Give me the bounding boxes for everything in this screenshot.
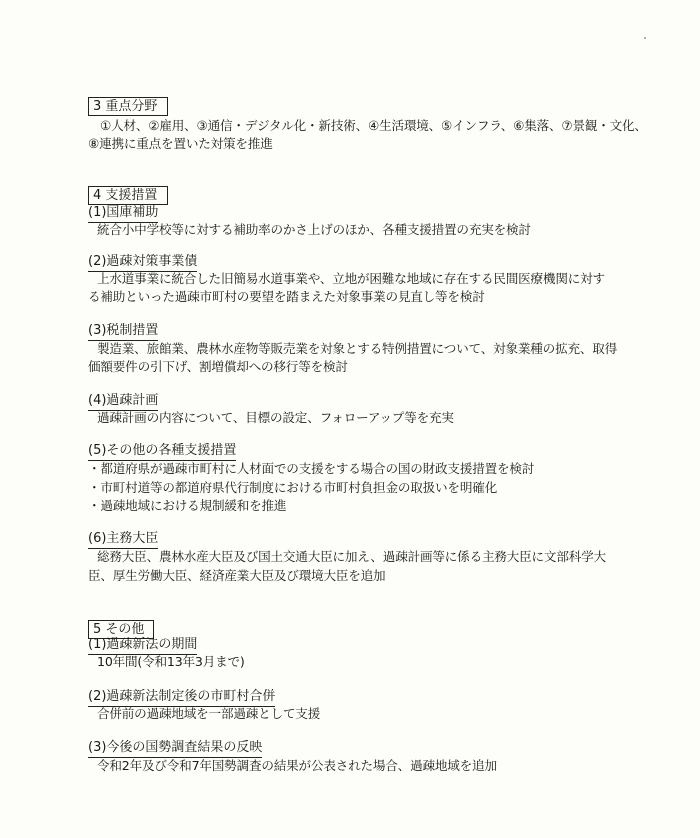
item-4-3-title: (3)税制措置 [88, 323, 158, 341]
item-4-6-line-2: 臣、厚生労働大臣、経済産業大臣及び環境大臣を追加 [88, 568, 386, 583]
item-4-2-line-1: 上水道事業に統合した旧簡易水道事業や、立地が困難な地域に存在する民間医療機関に対す [97, 271, 605, 286]
item-4-5-line-1: ・都道府県が過疎市町村に人材面での支援をする場合の国の財政支援措置を検討 [88, 461, 535, 476]
item-4-1-title: (1)国庫補助 [88, 205, 158, 223]
item-4-6-title: (6)主務大臣 [88, 531, 158, 549]
section-3-line-2: ⑧連携に重点を置いた対策を推進 [88, 136, 273, 151]
item-5-3-line-1: 令和2年及び令和7年国勢調査の結果が公表された場合、過疎地域を追加 [97, 758, 497, 773]
item-5-1-title: (1)過疎新法の期間 [88, 637, 197, 655]
item-4-6-line-1: 総務大臣、農林水産大臣及び国土交通大臣に加え、過疎計画等に係る主務大臣に文部科学大 [97, 549, 606, 564]
section-3-line-1: ①人材、②雇用、③通信・デジタル化・新技術、④生活環境、⑤インフラ、⑥集落、⑦景観・文化、 [100, 118, 647, 133]
section-4-heading: 4 支援措置 [88, 186, 168, 205]
item-4-5-line-2: ・市町村道等の都道府県代行制度における市町村負担金の取扱いを明確化 [88, 480, 497, 495]
item-5-1-line-1: 10年間(令和13年3月まで) [97, 654, 245, 669]
item-4-5-title: (5)その他の各種支援措置 [88, 443, 236, 461]
item-4-2-title: (2)過疎対策事業債 [88, 254, 197, 272]
item-4-2-line-2: る補助といった過疎市町村の要望を踏まえた対象事業の見直し等を検討 [88, 289, 485, 304]
item-5-2-title: (2)過疎新法制定後の市町村合併 [88, 689, 275, 707]
item-4-3-line-1: 製造業、旅館業、農林水産物等販売業を対象とする特例措置について、対象業種の拡充、取得 [97, 341, 618, 356]
item-5-2-line-1: 合併前の過疎地域を一部過疎として支援 [97, 706, 321, 721]
item-5-3-title: (3)今後の国勢調査結果の反映 [88, 740, 262, 758]
item-4-4-title: (4)過疎計画 [88, 393, 158, 411]
item-4-3-line-2: 価額要件の引下げ、割増償却への移行等を検討 [88, 359, 348, 374]
item-4-5-line-3: ・過疎地域における規制緩和を推進 [88, 498, 287, 513]
item-4-4-line-1: 過疎計画の内容について、目標の設定、フォローアップ等を充実 [97, 410, 454, 425]
scan-speck [644, 37, 646, 39]
section-5-heading: 5 その他 [88, 620, 154, 639]
section-3-heading: 3 重点分野 [88, 97, 168, 116]
item-4-1-line-1: 統合小中学校等に対する補助率のかさ上げのほか、各種支援措置の充実を検討 [97, 222, 531, 237]
